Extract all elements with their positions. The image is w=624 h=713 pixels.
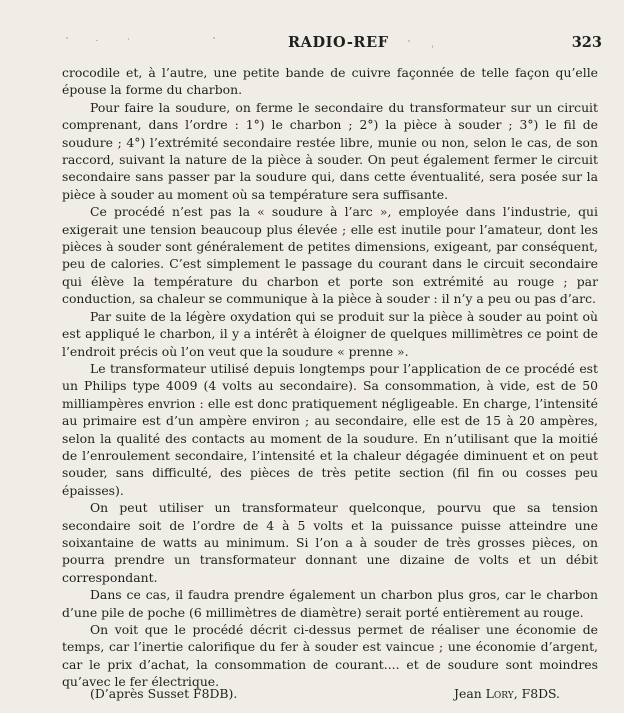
author-credit xyxy=(454,686,560,701)
signature-line xyxy=(90,686,560,704)
paragraph-any-transformer: On peut utiliser un transformateur quelconque, pourvu que sa tension secondaire soit de l’ordre de 4 à 5 volts et la puissance puisse atteindre une soixantaine de watts au minimum. Si l’on a à souder de très grosses pièces, on pourra prendre un transformateur donnant une dizaine de volts et un débit correspondant. xyxy=(62,500,598,585)
paragraph-oxidation: Par suite de la légère oxydation qui se produit sur la pièce à souder au point où est appliqué le charbon, il y a intérêt à éloigner de quelques millimètres ce point de l’endroit précis où l’on veut que la soudure « prenne ». xyxy=(62,308,598,359)
paragraph-conclusion: On voit que le procédé décrit ci-dessus permet de réaliser une économie de temps, car l’inertie calorifique du fer à souder est vaincue ; une économie d’argent, car le prix d’achat, la consommation de courant.... et de soudure sont moindres qu’avec le fer électrique. xyxy=(62,622,598,690)
source-note: (D’après Susset F8DB). xyxy=(90,686,238,701)
author-callsign: , F8DS. xyxy=(513,686,560,701)
paragraph-larger-carbon: Dans ce cas, il faudra prendre également un charbon plus gros, car le charbon d’une pile de poche (6 millimètres de diamètre) serait porté entièrement au rouge. xyxy=(62,587,598,620)
paragraph-soldering-circuit: Pour faire la soudure, on ferme le secondaire du transformateur sur un circuit comprenant, dans l’ordre : 1°) le charbon ; 2°) la pièce à souder ; 3°) le fil de soudure ; 4°) l’extrémité secondaire restée libre, munie ou non, selon le cas, de son raccord, suivant la nature de la pièce à souder. On peut également fermer le circuit secondaire sans passer par la soudure qui, dans cette éventualité, sera posée sur la pièce à souder au moment où sa température sera suffisante. xyxy=(62,99,598,202)
body-text xyxy=(62,64,598,691)
author-first-name: Jean xyxy=(454,686,482,701)
page-number: 323 xyxy=(571,34,602,51)
paragraph-arc-process: Ce procédé n’est pas la « soudure à l’arc », employée dans l’industrie, qui exigerait une tension beaucoup plus élevée ; elle est inutile pour l’amateur, dont les pièces à souder sont généralement de petites dimensions, exigeant, par conséquent, peu de calories. C’est simplement le passage du courant dans le circuit secondaire qui élève la température du charbon et porte son extrémité au rouge ; par conduction, sa chaleur se communique à la pièce à souder : il n’y a peu ou pas d’arc. xyxy=(62,204,598,307)
paragraph-continuation: crocodile et, à l’autre, une petite bande de cuivre façonnée de telle façon qu’elle épouse la forme du charbon. xyxy=(62,65,598,98)
paragraph-transformer: Le transformateur utilisé depuis longtemps pour l’application de ce procédé est un Philips type 4009 (4 volts au secondaire). Sa consommation, à vide, est de 50 milliampères envrion : elle est donc pratiquement négligeable. En charge, l’intensité au primaire est d’un ampère environ ; au secondaire, elle est de 15 à 20 ampères, selon la qualité des contacts au moment de la soudure. En n’utilisant que la moitié de l’enroulement secondaire, l’intensité et la chaleur dégagée diminuent et on peut souder, sans difficulté, des pièces de très petite section (fil fin ou cosses peu épaisses). xyxy=(62,360,598,498)
running-title: RADIO-REF xyxy=(288,34,389,51)
author-last-name: Lory xyxy=(485,686,514,701)
page-header xyxy=(0,34,624,54)
